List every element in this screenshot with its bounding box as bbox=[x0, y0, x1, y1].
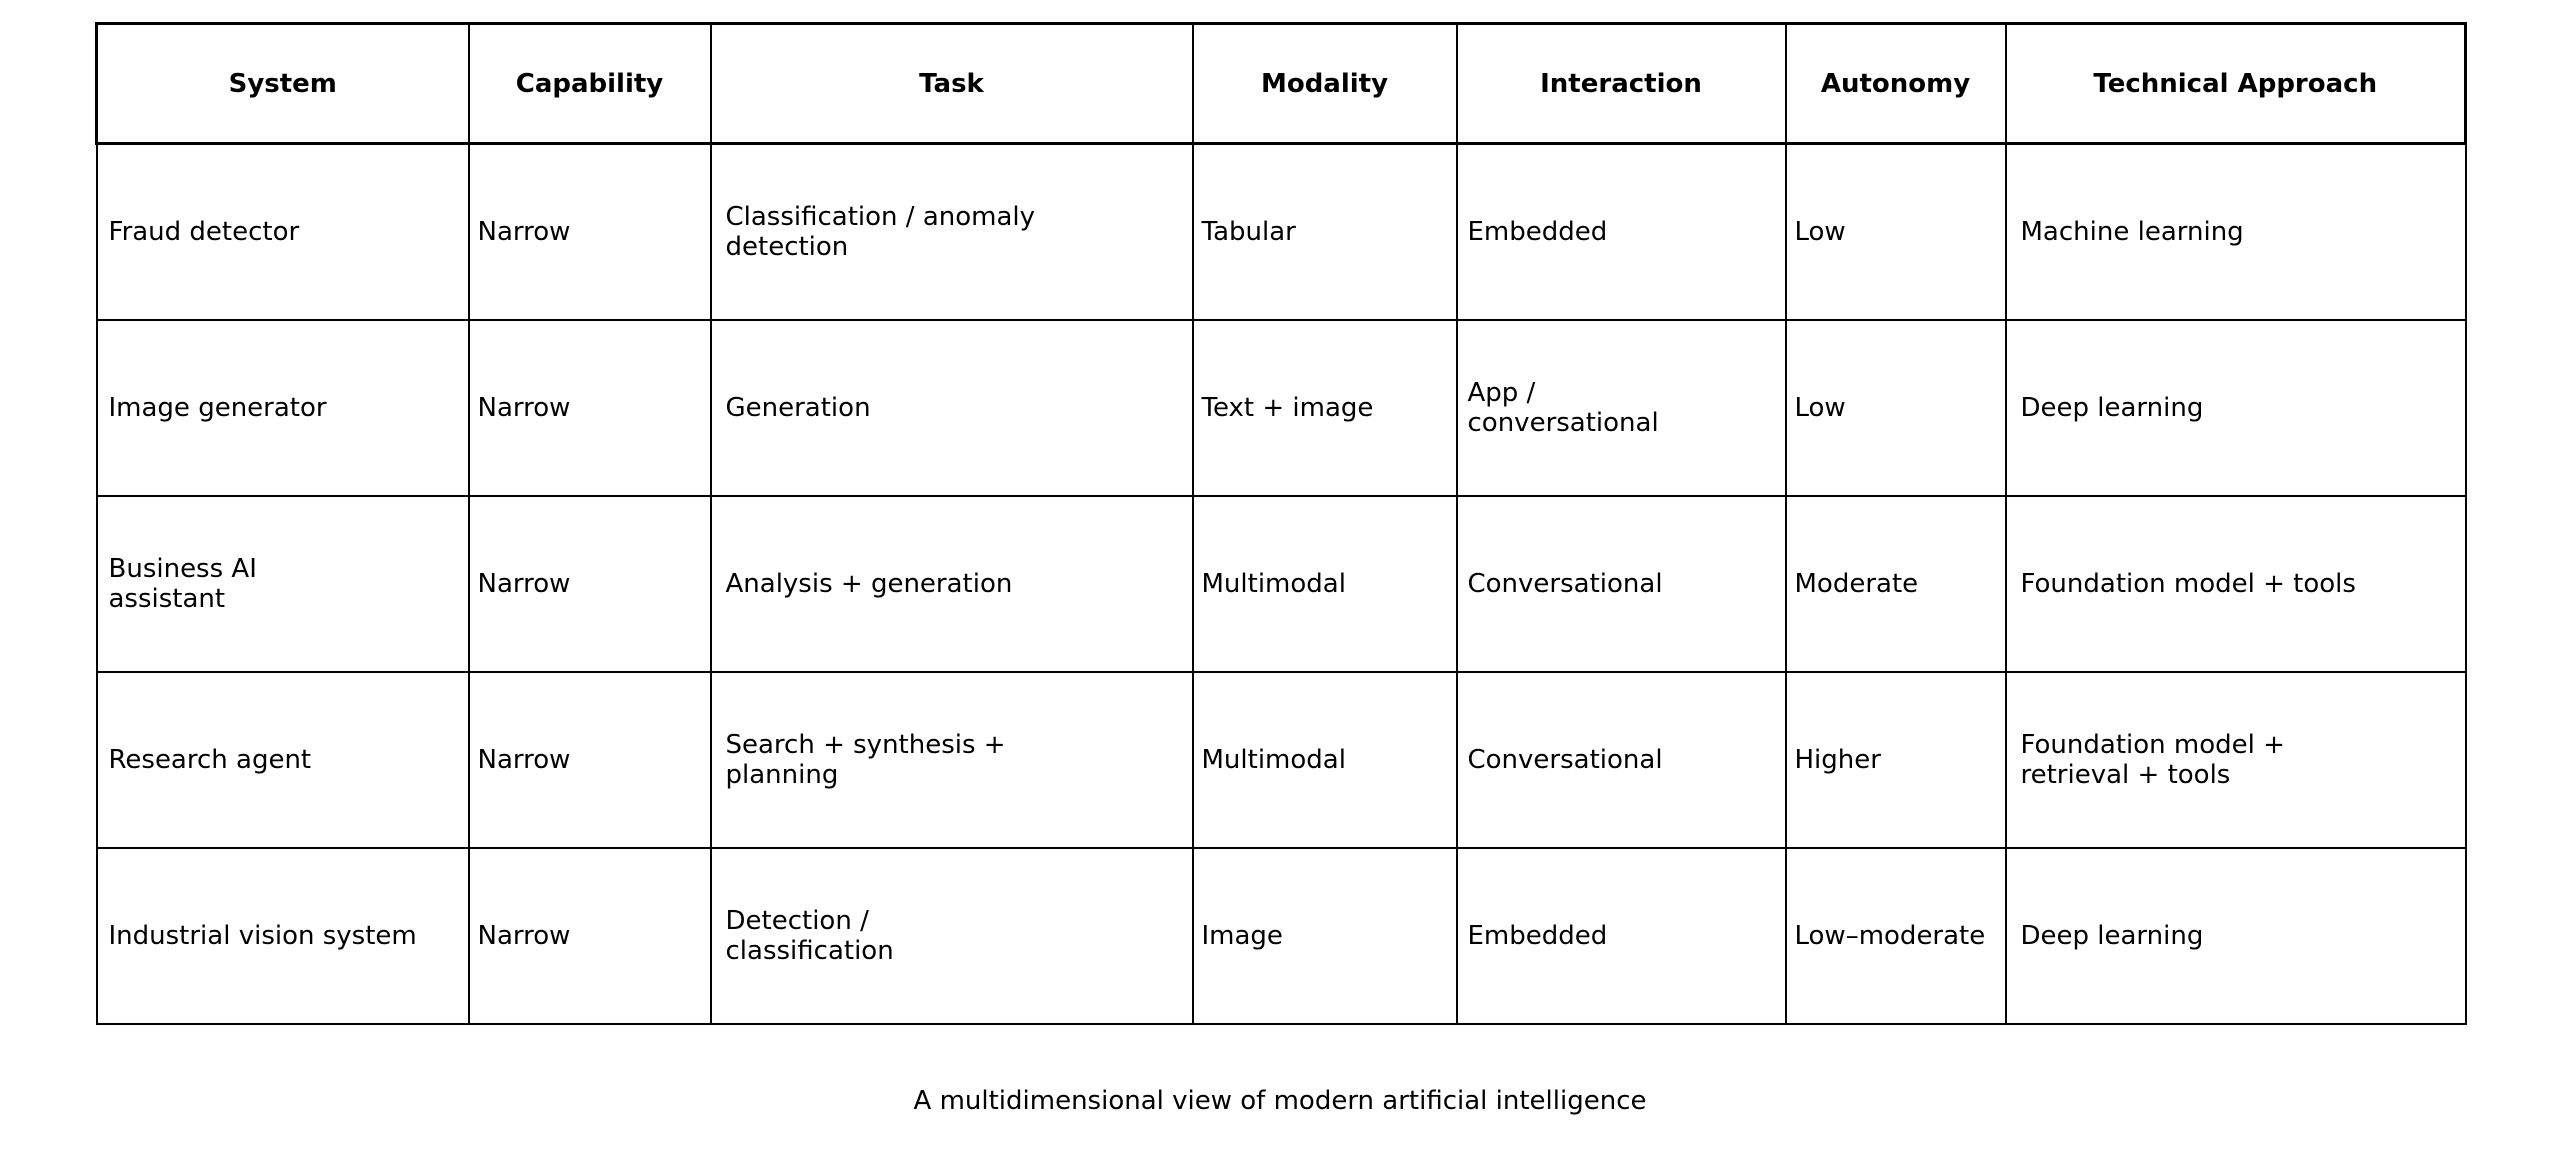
cell-interaction: Embedded bbox=[1457, 144, 1786, 320]
cell-modality: Multimodal bbox=[1193, 672, 1457, 848]
cell-interaction: Embedded bbox=[1457, 848, 1786, 1024]
header-capability: Capability bbox=[469, 24, 711, 144]
cell-modality: Text + image bbox=[1193, 320, 1457, 496]
cell-task: Classification / anomaly detection bbox=[711, 144, 1193, 320]
table-row bbox=[97, 848, 2466, 1024]
cell-capability: Narrow bbox=[469, 320, 711, 496]
header-modality: Modality bbox=[1193, 24, 1457, 144]
cell-autonomy: Moderate bbox=[1786, 496, 2006, 672]
table-caption: A multidimensional view of modern artificial intelligence bbox=[913, 1086, 1647, 1116]
cell-capability: Narrow bbox=[469, 848, 711, 1024]
table-row bbox=[97, 320, 2466, 496]
header-autonomy: Autonomy bbox=[1786, 24, 2006, 144]
cell-modality: Tabular bbox=[1193, 144, 1457, 320]
table-header bbox=[97, 24, 2466, 144]
cell-system: Image generator bbox=[97, 320, 469, 496]
cell-system: Fraud detector bbox=[97, 144, 469, 320]
header-task: Task bbox=[711, 24, 1193, 144]
cell-interaction: Conversational bbox=[1457, 496, 1786, 672]
cell-task: Generation bbox=[711, 320, 1193, 496]
cell-capability: Narrow bbox=[469, 144, 711, 320]
cell-autonomy: Higher bbox=[1786, 672, 2006, 848]
table-row bbox=[97, 672, 2466, 848]
cell-system: Research agent bbox=[97, 672, 469, 848]
cell-system: Business AI assistant bbox=[97, 496, 469, 672]
table-row bbox=[97, 144, 2466, 320]
cell-task: Analysis + generation bbox=[711, 496, 1193, 672]
ai-systems-table bbox=[95, 22, 2467, 1025]
cell-task: Detection / classification bbox=[711, 848, 1193, 1024]
header-technical-approach: Technical Approach bbox=[2006, 24, 2466, 144]
cell-capability: Narrow bbox=[469, 672, 711, 848]
cell-autonomy: Low bbox=[1786, 320, 2006, 496]
cell-task: Search + synthesis + planning bbox=[711, 672, 1193, 848]
table-row bbox=[97, 496, 2466, 672]
cell-autonomy: Low bbox=[1786, 144, 2006, 320]
cell-technical-approach: Foundation model + tools bbox=[2006, 496, 2466, 672]
cell-system: Industrial vision system bbox=[97, 848, 469, 1024]
cell-capability: Narrow bbox=[469, 496, 711, 672]
cell-technical-approach: Deep learning bbox=[2006, 320, 2466, 496]
header-interaction: Interaction bbox=[1457, 24, 1786, 144]
cell-autonomy: Low–moderate bbox=[1786, 848, 2006, 1024]
cell-technical-approach: Machine learning bbox=[2006, 144, 2466, 320]
cell-interaction: App / conversational bbox=[1457, 320, 1786, 496]
cell-modality: Image bbox=[1193, 848, 1457, 1024]
cell-technical-approach: Deep learning bbox=[2006, 848, 2466, 1024]
header-system: System bbox=[97, 24, 469, 144]
header-row bbox=[97, 24, 2466, 144]
cell-modality: Multimodal bbox=[1193, 496, 1457, 672]
cell-interaction: Conversational bbox=[1457, 672, 1786, 848]
cell-technical-approach: Foundation model + retrieval + tools bbox=[2006, 672, 2466, 848]
table-body bbox=[97, 144, 2466, 1024]
